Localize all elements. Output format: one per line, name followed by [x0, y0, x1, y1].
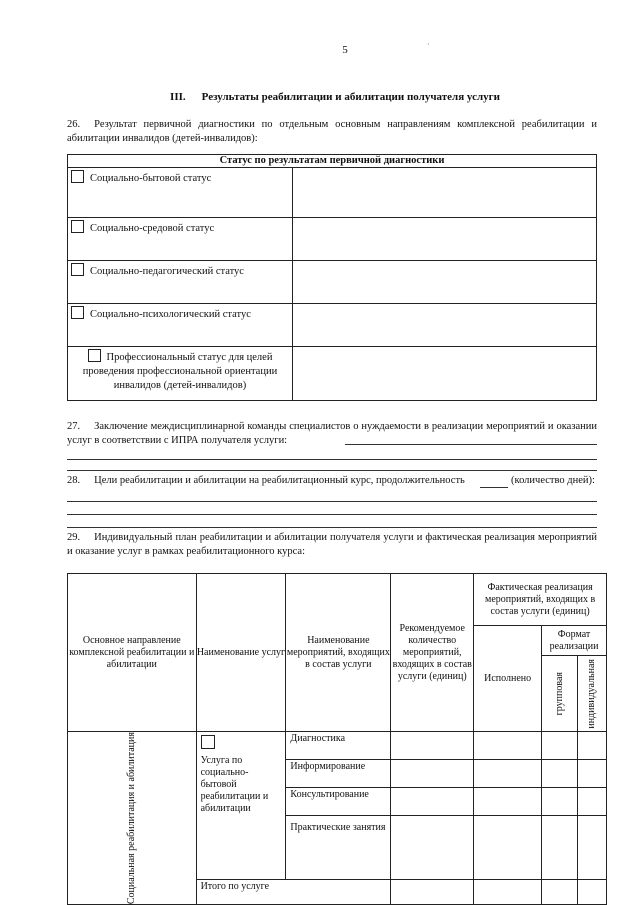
item-27-answer-line[interactable] — [345, 444, 597, 445]
activity-cell: Консультирование — [286, 788, 391, 816]
service-label: Услуга по социально-бытовой реабилитации и абилитации — [200, 755, 269, 814]
duration-days-field[interactable] — [480, 487, 508, 488]
header-recommended: Рекомендуемое количество мероприятий, входящих в состав услуги (единиц) — [391, 574, 474, 732]
status-value-cell[interactable] — [293, 347, 597, 401]
header-format: Формат реализации — [542, 626, 607, 656]
item-29-text: Индивидуальный план реабилитации и абилитации получателя услуги и фактическая реализация мероприятий и оказание услуг в рамках реабилитационного курса: — [67, 532, 597, 557]
item-26-number: 26. — [67, 119, 81, 130]
status-label: Социально-бытовой статус — [90, 173, 212, 184]
header-actual: Фактическая реализация мероприятий, входящих в состав услуги (единиц) — [474, 574, 607, 626]
group-label: групповая — [553, 671, 565, 716]
direction-cell — [68, 732, 197, 905]
status-row-social-household — [68, 168, 293, 218]
status-checkbox[interactable] — [71, 220, 84, 233]
status-checkbox[interactable] — [71, 170, 84, 183]
section-heading — [0, 91, 640, 103]
section-roman-numeral: III. — [170, 91, 186, 103]
plan-table — [67, 573, 607, 905]
status-value-cell[interactable] — [293, 261, 597, 304]
section-title: Результаты реабилитации и абилитации получателя услуги — [201, 91, 500, 103]
group-cell[interactable] — [542, 732, 578, 760]
status-row-social-psychological — [68, 304, 293, 347]
group-cell[interactable] — [542, 760, 578, 788]
item-29 — [67, 531, 597, 559]
item-27-number: 27. — [67, 421, 81, 432]
activity-cell: Практические занятия — [286, 816, 391, 879]
item-28-answer-line[interactable] — [67, 527, 597, 528]
status-table — [67, 154, 597, 401]
item-27-text: Заключение междисциплинарной команды специалистов о нуждаемости в реализации мероприятий и оказании услуг в соответствии с ИПРА получателя услуги: — [67, 421, 597, 446]
item-27-answer-line[interactable] — [67, 470, 597, 471]
item-29-number: 29. — [67, 532, 81, 543]
done-cell[interactable] — [474, 760, 542, 788]
header-direction: Основное направление комплексной реабилитации и абилитации — [68, 574, 197, 732]
item-27-answer-line[interactable] — [67, 459, 597, 460]
individual-label: индивидуальная — [585, 658, 597, 729]
status-label: Социально-средовой статус — [90, 223, 215, 234]
done-cell[interactable] — [474, 816, 542, 879]
recommended-cell[interactable] — [391, 816, 474, 879]
group-cell[interactable] — [542, 816, 578, 879]
status-checkbox[interactable] — [71, 263, 84, 276]
status-checkbox[interactable] — [88, 349, 101, 362]
section-label: Социальная реабилитация и абилитация — [125, 732, 137, 905]
service-checkbox[interactable] — [201, 735, 215, 749]
individual-cell[interactable] — [577, 788, 606, 816]
page-number: 5 — [342, 44, 348, 56]
status-row-professional — [68, 347, 293, 401]
status-label: Профессиональный статус для целей проведения профессиональной ориентации инвалидов (детей-инвалидов) — [82, 352, 278, 391]
recommended-cell[interactable] — [391, 788, 474, 816]
done-cell[interactable] — [474, 788, 542, 816]
header-format-group — [542, 656, 578, 732]
item-28-answer-line[interactable] — [67, 501, 597, 502]
group-cell[interactable] — [542, 788, 578, 816]
scan-speck: · — [427, 40, 430, 49]
status-label: Социально-педагогический статус — [90, 266, 244, 277]
header-activities: Наименование мероприятий, входящих в состав услуги — [286, 574, 391, 732]
status-checkbox[interactable] — [71, 306, 84, 319]
header-done: Исполнено — [474, 626, 542, 732]
status-table-header: Статус по результатам первичной диагностики — [68, 155, 597, 168]
item-28-text: Цели реабилитации и абилитации на реабилитационный курс, продолжительность — [94, 475, 465, 486]
item-26-text: Результат первичной диагностики по отдельным основным направлениям комплексной реабилитации и абилитации инвалидов (детей-инвалидов): — [67, 119, 597, 144]
status-row-social-pedagogical — [68, 261, 293, 304]
individual-cell[interactable] — [577, 816, 606, 879]
item-28-number: 28. — [67, 475, 81, 486]
recommended-cell[interactable] — [391, 732, 474, 760]
status-label: Социально-психологический статус — [90, 309, 251, 320]
status-row-social-environment — [68, 218, 293, 261]
status-value-cell[interactable] — [293, 218, 597, 261]
individual-cell[interactable] — [577, 732, 606, 760]
done-cell[interactable] — [474, 732, 542, 760]
status-value-cell[interactable] — [293, 304, 597, 347]
total-label: Итого по услуге — [196, 879, 391, 905]
header-service-name: Наименование услуг — [196, 574, 286, 732]
activity-cell: Информирование — [286, 760, 391, 788]
service-cell — [196, 732, 286, 880]
item-28-answer-line[interactable] — [67, 514, 597, 515]
header-format-individual — [577, 656, 606, 732]
individual-cell[interactable] — [577, 760, 606, 788]
item-28-days-suffix: (количество дней): — [511, 475, 595, 486]
item-26 — [67, 118, 597, 146]
activity-cell: Диагностика — [286, 732, 391, 760]
recommended-cell[interactable] — [391, 760, 474, 788]
status-value-cell[interactable] — [293, 168, 597, 218]
